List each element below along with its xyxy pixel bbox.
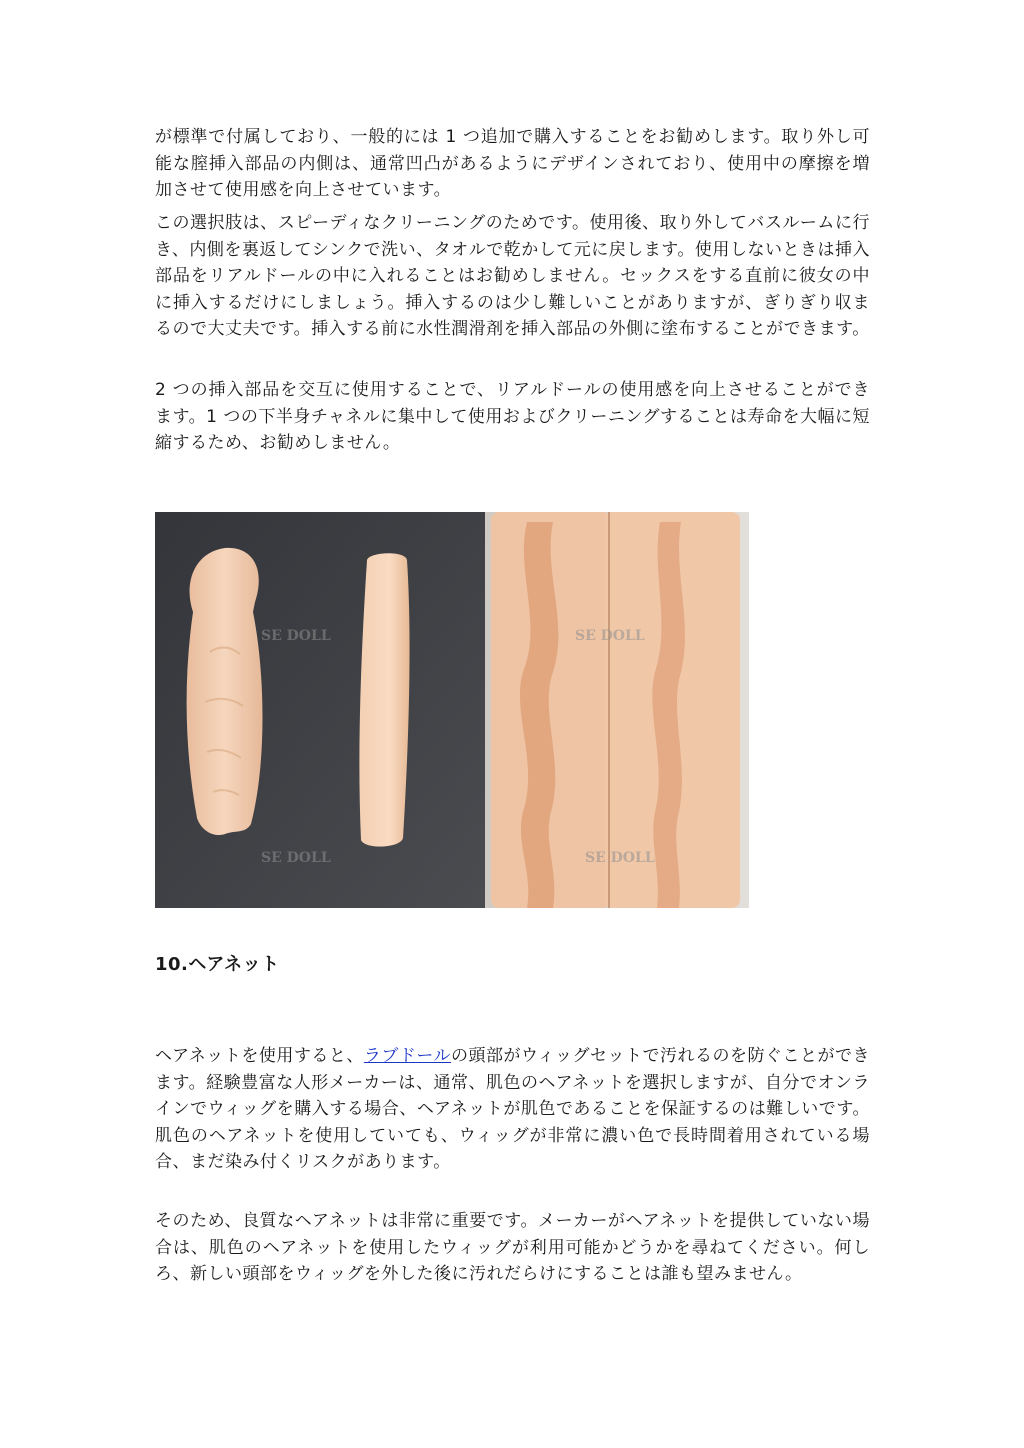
smooth-insert [359, 553, 409, 846]
love-doll-link[interactable]: ラブドール [363, 1046, 451, 1066]
section-heading-hairnet: 10.ヘアネット [155, 954, 280, 975]
textured-insert [187, 548, 263, 835]
insert-parts-photo [155, 512, 749, 908]
watermark: SE DOLL [261, 850, 331, 866]
paragraph-cleaning: この選択肢は、スピーディなクリーニングのためです。使用後、取り外してバスルームに行き、内側を裏返してシンクで洗い、タオルで乾かして元に戻します。使用しないときは挿入部品をリアルドールの中に入れることはお勧めしません。セックスをする直前に彼女の中に挿入するだけにしましょう。挿入するのは少し難しいことがありますが、ぎりぎり収まるので大丈夫です。挿入する前に水性潤滑剤を挿入部品の外側に塗布することができます。 [155, 213, 871, 339]
paragraph-hairnet-usage [155, 1043, 870, 1176]
cut-insert-halves [491, 512, 740, 908]
watermark: SE DOLL [261, 628, 331, 644]
paragraph-insert-intro: が標準で付属しており、一般的には 1 つ追加で購入することをお勧めします。取り外し可能な膣挿入部品の内側は、通常凹凸があるようにデザインされており、使用中の摩擦を増加させて使用感を向上させています。 [155, 127, 870, 200]
paragraph-hairnet-quality: そのため、良質なヘアネットは非常に重要です。メーカーがヘアネットを提供していない場合は、肌色のヘアネットを使用したウィッグが利用可能かどうかを尋ねてください。何しろ、新しい頭部をウィッグを外した後に汚れだらけにすることは誰も望みません。 [155, 1211, 870, 1284]
watermark: SE DOLL [575, 628, 645, 644]
hairnet-text-before-link: ヘアネットを使用すると、 [155, 1046, 364, 1066]
hairnet-text-after-link: の頭部がウィッグセットで汚れるのを防ぐことができます。経験豊富な人形メーカーは、通常、肌色のヘアネットを選択しますが、自分でオンラインでウィッグを購入する場合、ヘアネットが肌色であることを保証するのは難しいです。肌色のヘアネットを使用していても、ウィッグが非常に濃い色で長時間着用されている場合、まだ染み付くリスクがあります。 [155, 1046, 870, 1172]
paragraph-alternating-use: 2 つの挿入部品を交互に使用することで、リアルドールの使用感を向上させることができます。1 つの下半身チャネルに集中して使用およびクリーニングすることは寿命を大幅に短縮するため、お勧めしません。 [155, 380, 871, 453]
watermark: SE DOLL [585, 850, 655, 866]
